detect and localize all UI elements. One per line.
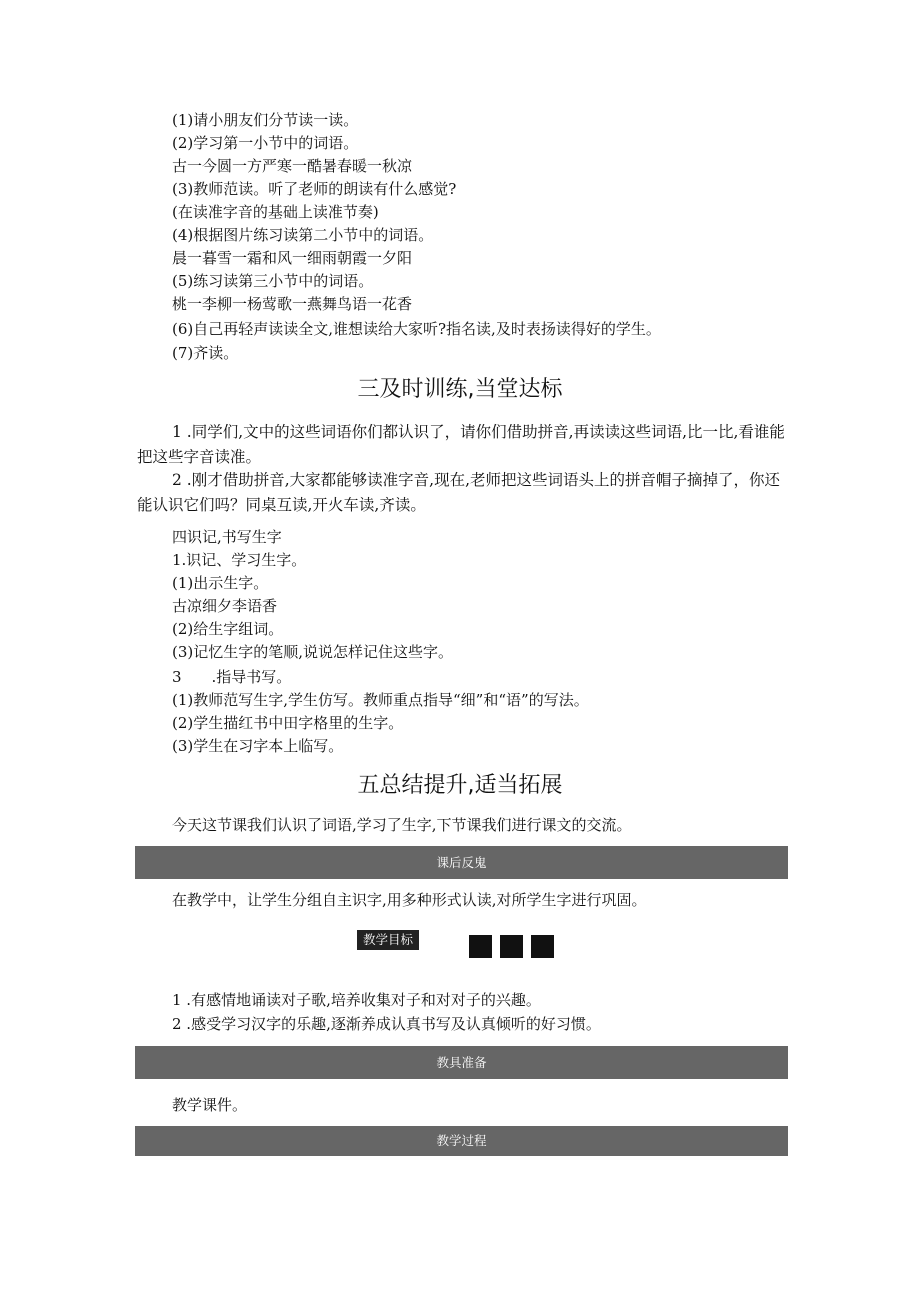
step-line: (1)出示生字。 [172,574,269,592]
exercise-paragraph-1: 1 .同学们,文中的这些词语你们都认识了，请你们借助拼音,再读读这些词语,比一比,看谁能把这些字音读准。 [137,423,785,466]
exercise-paragraph-2: 2 .刚才借助拼音,大家都能够读准字音,现在,老师把这些词语头上的拼音帽子摘掉了，你还能认识它们吗？同桌互读,开火车读,齐读。 [137,471,780,514]
section-heading-3: 三及时训练,当堂达标 [357,377,563,402]
step-line: (4)根据图片练习读第二小节中的词语。 [172,226,434,244]
note-line: (在读准字音的基础上读准节奏) [172,203,379,221]
word-line: 桃一李柳一杨莺歌一燕舞鸟语一花香 [172,295,413,313]
goals-tag: 教学目标 [357,930,419,950]
step-line: 1.识记、学习生字。 [172,551,307,569]
section-heading-5: 五总结提升,适当拓展 [357,773,563,798]
step-line: (3)学生在习字本上临写。 [172,737,344,755]
step-line: (2)学习第一小节中的词语。 [172,134,359,152]
step-line: (3)教师范读。听了老师的朗读有什么感觉? [172,180,457,198]
black-square-icon [500,935,523,958]
summary-text: 今天这节课我们认识了词语,学习了生字,下节课我们进行课文的交流。 [172,816,632,834]
step-line: (1)请小朋友们分节读一读。 [172,111,359,129]
step-line: (2)学生描红书中田字格里的生字。 [172,714,404,732]
word-line: 晨一暮雪一霜和风一细雨朝霞一夕阳 [172,249,413,267]
step-line: (2)给生字组词。 [172,620,284,638]
tools-bar: 教具准备 [135,1046,788,1079]
step-line: (6)自己再轻声读读全文,谁想读给大家听?指名读,及时表扬读得好的学生。 [172,320,661,338]
reflection-text: 在教学中，让学生分组自主识字,用多种形式认读,对所学生字进行巩固。 [172,891,647,909]
reflection-bar: 课后反鬼 [135,846,788,879]
tools-text: 教学课件。 [172,1096,248,1114]
step-line: 3 .指导书写。 [172,668,292,686]
step-line: (3)记忆生字的笔顺,说说怎样记住这些字。 [172,643,454,661]
word-line: 古一今圆一方严寒一酷暑春暖一秋凉 [172,157,413,175]
section-subheading-4: 四识记,书写生字 [172,528,282,546]
char-line: 古凉细夕李语香 [172,597,278,615]
step-line: (5)练习读第三小节中的词语。 [172,272,374,290]
step-line: (7)齐读。 [172,344,239,362]
black-square-icon [469,935,492,958]
step-line: (1)教师范写生字,学生仿写。教师重点指导“细”和“语”的写法。 [172,691,589,709]
goal-item: 1 .有感情地诵读对子歌,培养收集对子和对对子的兴趣。 [172,991,541,1009]
process-bar: 教学过程 [135,1126,788,1156]
goal-item: 2 .感受学习汉字的乐趣,逐渐养成认真书写及认真倾听的好习惯。 [172,1015,601,1033]
black-square-icon [531,935,554,958]
